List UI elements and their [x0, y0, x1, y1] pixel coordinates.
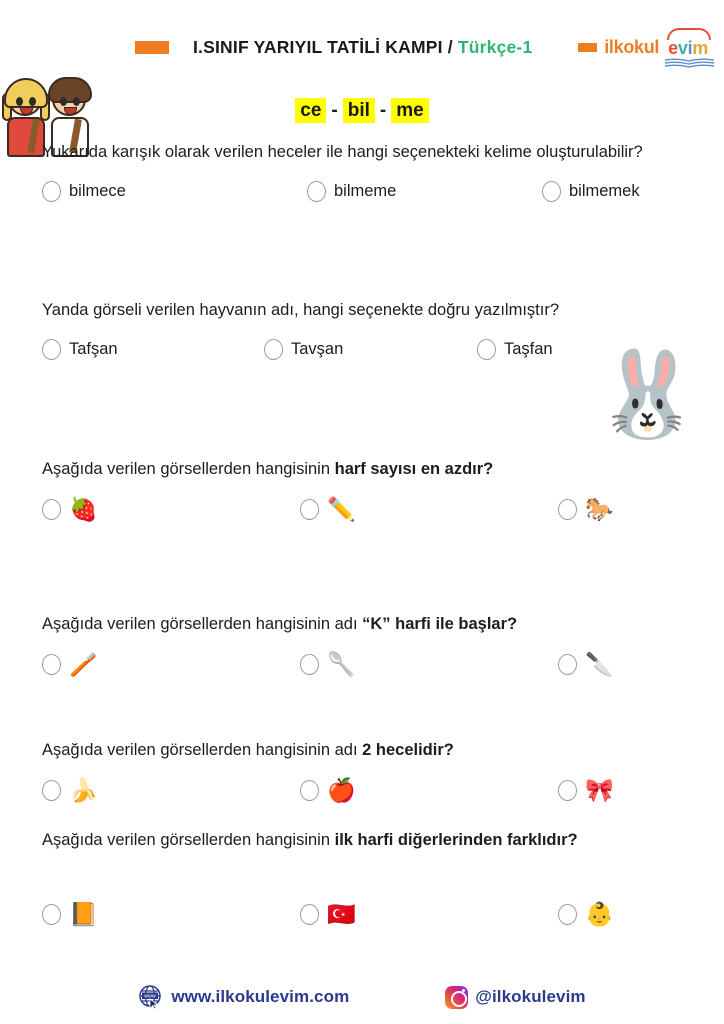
option-1a[interactable]: [42, 181, 307, 202]
question-2-options: [42, 339, 607, 360]
question-1-options: [42, 181, 682, 202]
option-4c[interactable]: [558, 653, 614, 676]
brand-letter-i: i: [687, 37, 693, 58]
option-3b[interactable]: [300, 498, 558, 521]
brand-logo: [578, 36, 710, 59]
radio-6a[interactable]: [42, 904, 61, 925]
header-dash-marker: [135, 41, 169, 54]
question-5-options: [42, 779, 682, 802]
question-6-text: Aşağıda verilen görsellerden hangisinin ilk harfi diğerlerinden farklıdır?: [42, 831, 578, 849]
question-2-text: Yanda görseli verilen hayvanın adı, hangi seçenekte doğru yazılmıştır?: [42, 301, 559, 319]
radio-4c[interactable]: [558, 654, 577, 675]
option-1c[interactable]: [542, 181, 640, 202]
radio-1b[interactable]: [307, 181, 326, 202]
svg-text:www: www: [144, 993, 156, 1000]
brand-name-evim: [666, 36, 710, 59]
brand-letter-v: v: [677, 37, 688, 58]
page-header: [0, 8, 724, 86]
page-title-main: I.SINIF YARIYIL TATİLİ KAMPI /: [193, 36, 458, 57]
radio-6c[interactable]: [558, 904, 577, 925]
radio-3c[interactable]: [558, 499, 577, 520]
radio-1c[interactable]: [542, 181, 561, 202]
option-1b-label: bilmeme: [334, 182, 397, 200]
option-5b[interactable]: [300, 779, 558, 802]
option-3a[interactable]: [42, 498, 300, 521]
question-3: [42, 457, 682, 521]
option-1b[interactable]: [307, 181, 542, 202]
brand-dash-icon: [578, 43, 597, 52]
brand-letter-m: m: [692, 37, 708, 58]
strawberry-icon: 🍓: [69, 496, 98, 522]
question-4-options: [42, 653, 682, 676]
kids-illustration-icon: [6, 9, 111, 85]
option-6c[interactable]: [558, 903, 614, 926]
website-url: www.ilkokulevim.com: [171, 987, 350, 1006]
instagram-icon: [445, 986, 468, 1009]
syllable-3: me: [391, 98, 428, 123]
radio-5c[interactable]: [558, 780, 577, 801]
question-6-options: [42, 903, 682, 926]
syllable-bar: [0, 100, 724, 122]
question-4: [42, 612, 682, 676]
option-4a[interactable]: [42, 653, 300, 676]
radio-4b[interactable]: [300, 654, 319, 675]
radio-4a[interactable]: [42, 654, 61, 675]
question-3-options: [42, 498, 682, 521]
radio-2c[interactable]: [477, 339, 496, 360]
radio-1a[interactable]: [42, 181, 61, 202]
option-2a[interactable]: [42, 339, 264, 360]
pencil-icon: ✏️: [327, 496, 356, 522]
syllable-1: ce: [295, 98, 326, 123]
website-link[interactable]: [138, 984, 349, 1010]
question-1: [42, 140, 682, 202]
radio-6b[interactable]: [300, 904, 319, 925]
brand-name-ilkokul: ilkokul: [604, 36, 660, 57]
radio-5a[interactable]: [42, 780, 61, 801]
option-1c-label: bilmemek: [569, 182, 640, 200]
question-5: [42, 738, 682, 802]
option-6b[interactable]: [300, 903, 558, 926]
baby-icon: 👶: [585, 901, 614, 927]
syllable-separator-2: -: [379, 100, 387, 121]
option-4b[interactable]: [300, 653, 558, 676]
syllable-2: bil: [343, 98, 375, 123]
open-book-icon: [664, 58, 716, 68]
radio-3a[interactable]: [42, 499, 61, 520]
banana-icon: 🍌: [69, 777, 98, 803]
question-6: [42, 828, 682, 926]
toothbrush-icon: 🪥: [69, 651, 98, 677]
question-3-text: Aşağıda verilen görsellerden hangisinin harf sayısı en azdır?: [42, 460, 494, 478]
spoon-icon: 🥄: [327, 651, 356, 677]
apple-icon: 🍎: [327, 777, 356, 803]
globe-icon: [138, 984, 164, 1010]
horse-icon: 🐎: [585, 496, 614, 522]
radio-3b[interactable]: [300, 499, 319, 520]
book-icon: 📙: [69, 901, 98, 927]
radio-2a[interactable]: [42, 339, 61, 360]
page-footer: [0, 984, 724, 1010]
instagram-link[interactable]: [445, 986, 585, 1009]
question-1-text: Yukarıda karışık olarak verilen heceler ile hangi seçenekteki kelime oluşturulabilir?: [42, 143, 643, 161]
knife-icon: 🔪: [585, 651, 614, 677]
option-1a-label: bilmece: [69, 182, 126, 200]
option-2a-label: Tafşan: [69, 340, 118, 358]
syllable-separator-1: -: [331, 100, 338, 121]
option-2b-label: Tavşan: [291, 340, 344, 358]
page-title-subject: Türkçe-1: [457, 36, 533, 57]
option-2c[interactable]: [477, 339, 553, 360]
option-5a[interactable]: [42, 779, 300, 802]
rabbit-icon: 🐰: [595, 347, 700, 441]
option-2c-label: Taşfan: [504, 340, 553, 358]
option-2b[interactable]: [264, 339, 477, 360]
turkish-flag-icon: 🇹🇷: [327, 901, 356, 927]
question-2: [42, 298, 607, 360]
radio-2b[interactable]: [264, 339, 283, 360]
option-5c[interactable]: [558, 779, 614, 802]
page-title: [193, 37, 532, 58]
ribbon-icon: 🎀: [585, 777, 614, 803]
house-roof-icon: [667, 28, 711, 40]
radio-5b[interactable]: [300, 780, 319, 801]
instagram-handle: @ilkokulevim: [475, 987, 586, 1006]
question-5-text: Aşağıda verilen görsellerden hangisinin adı 2 hecelidir?: [42, 741, 454, 759]
option-3c[interactable]: [558, 498, 614, 521]
question-4-text: Aşağıda verilen görsellerden hangisinin adı “K” harfi ile başlar?: [42, 615, 518, 633]
brand-letter-e: e: [668, 37, 678, 58]
option-6a[interactable]: [42, 903, 300, 926]
